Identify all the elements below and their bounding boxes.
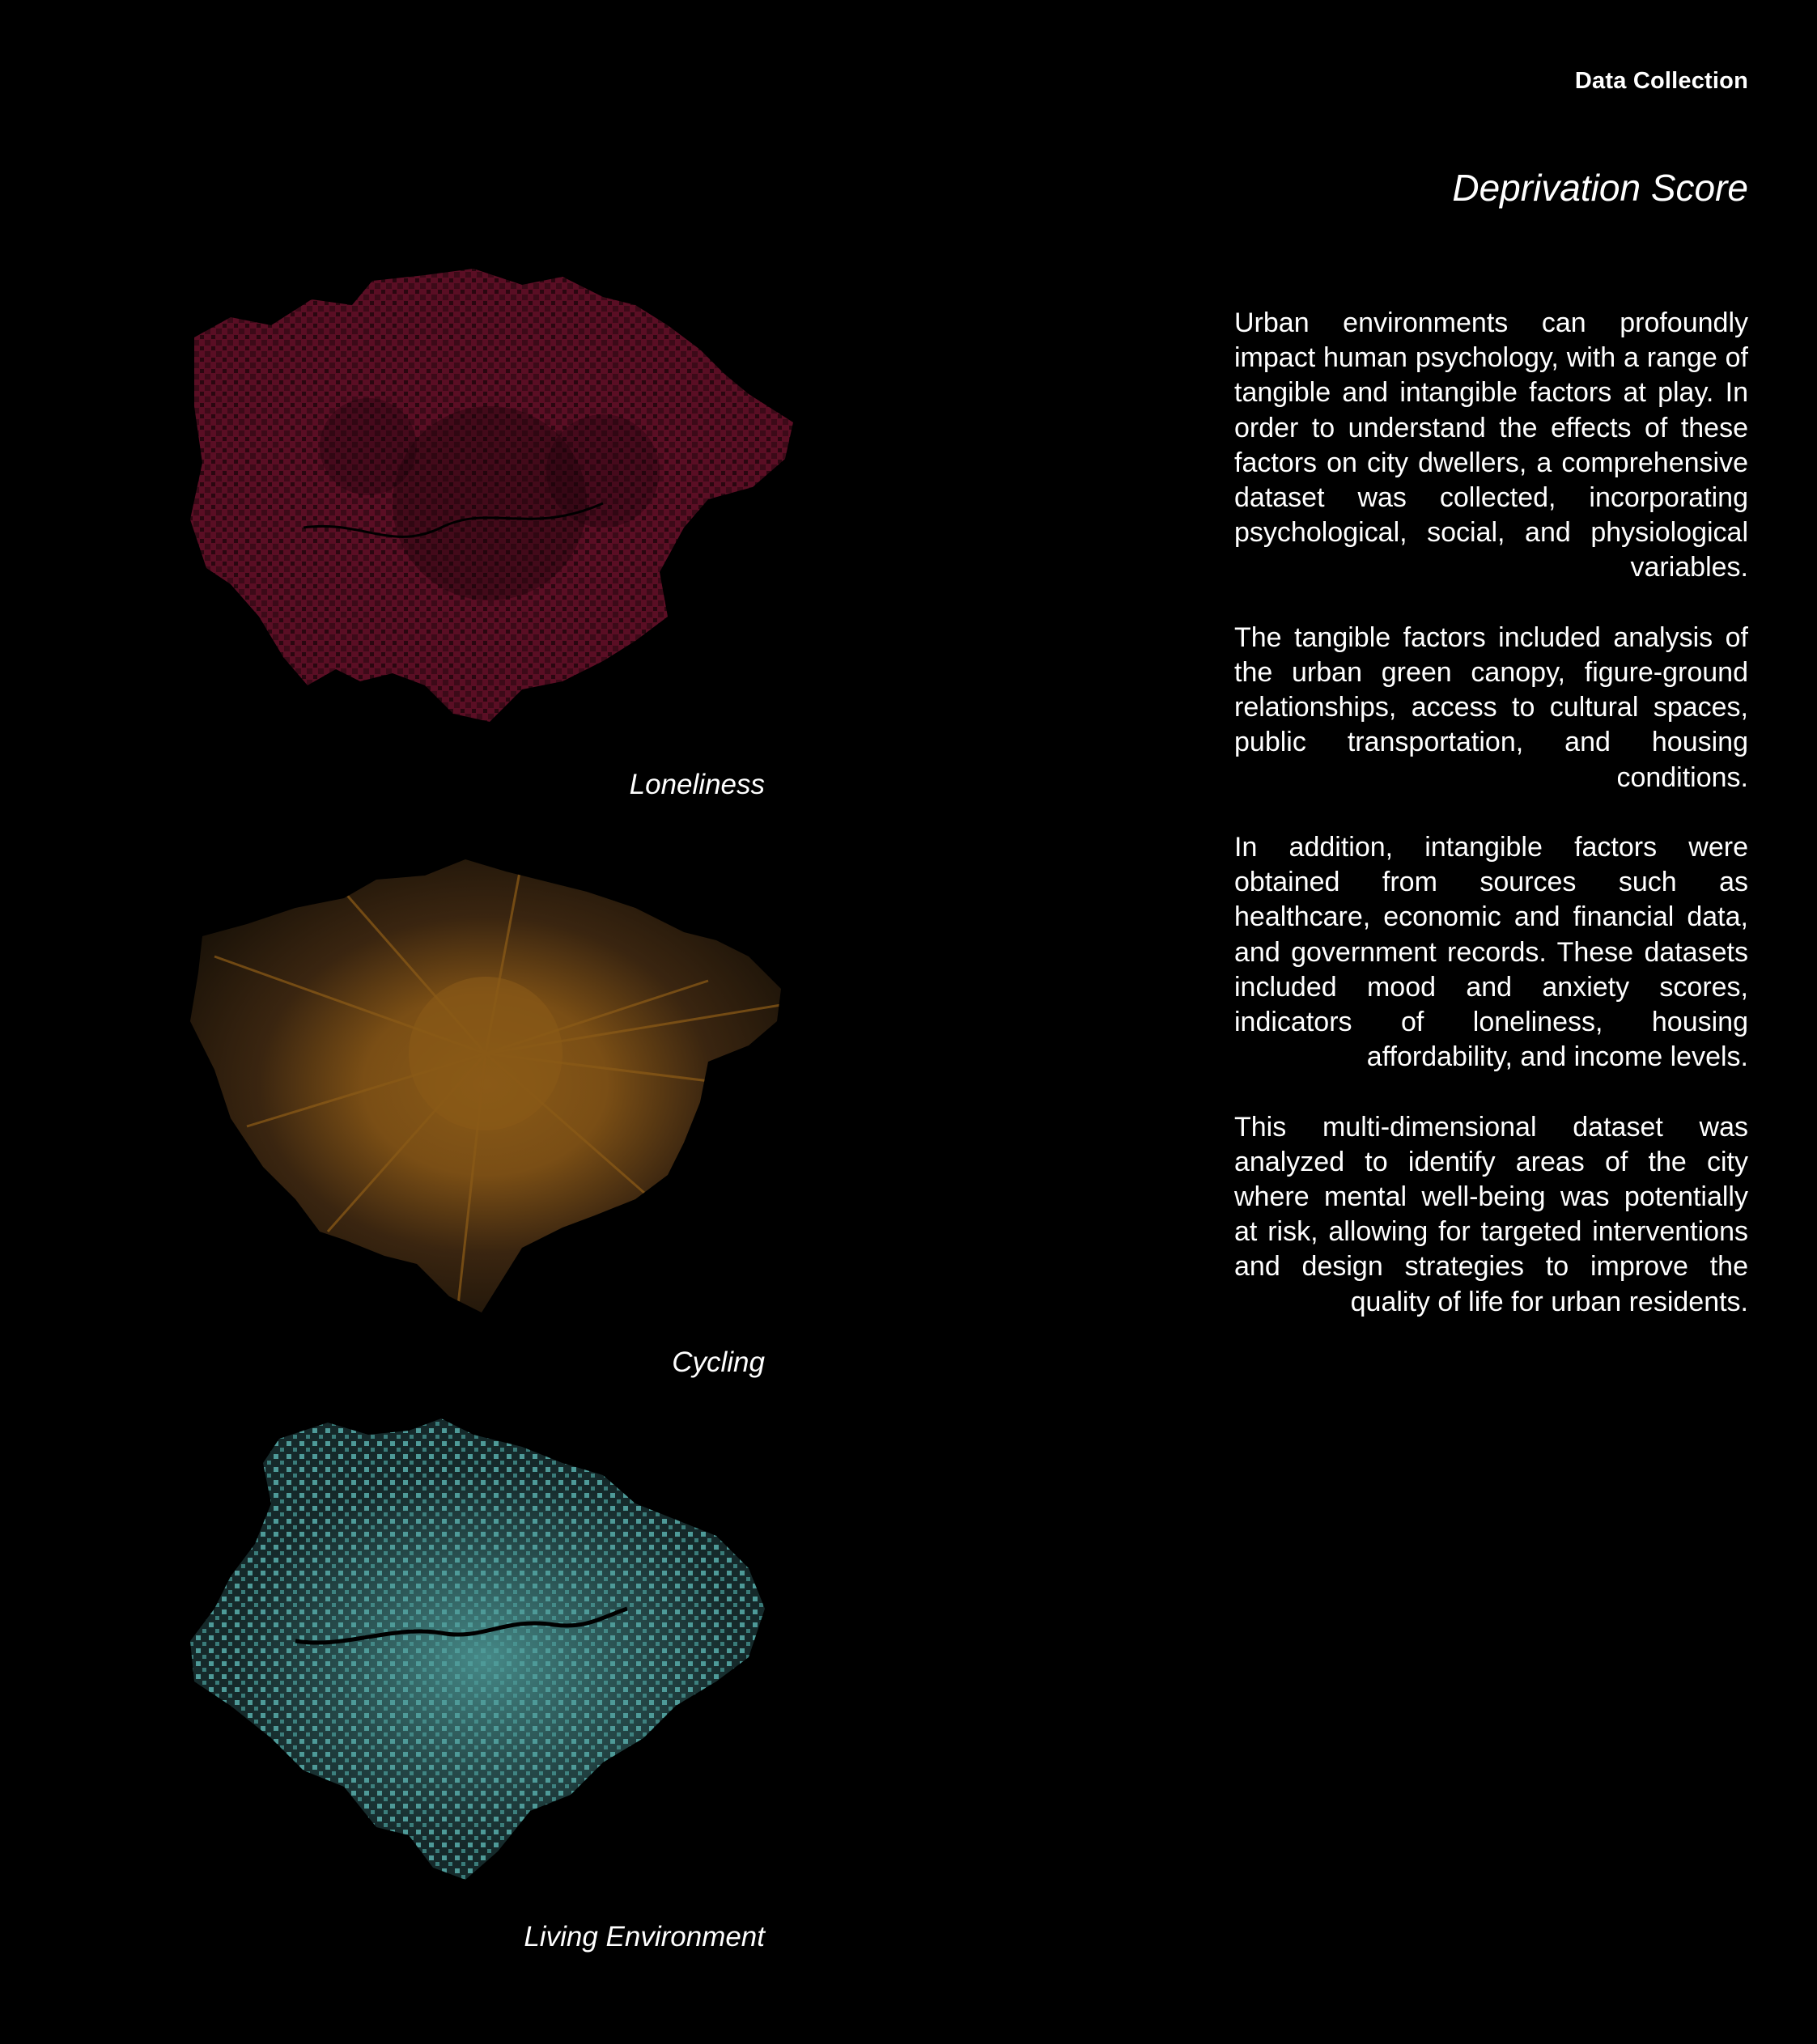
london-map-cycling <box>182 859 813 1329</box>
london-map-loneliness <box>182 261 813 730</box>
map-caption-cycling: Cycling <box>672 1346 765 1378</box>
body-text <box>1234 306 1748 1355</box>
map-caption-loneliness: Loneliness <box>629 769 765 800</box>
paragraph: In addition, intangible factors were obtained from sources such as healthcare, economic and financial data, and government records. These datasets included mood and anxiety scores, indicators of loneliness, housing affordability, and income levels. <box>1234 832 1748 1073</box>
page-title: Deprivation Score <box>1452 167 1748 209</box>
section-label: Data Collection <box>1574 68 1748 94</box>
london-map-living-environment <box>182 1414 813 1884</box>
paragraph: Urban environments can profoundly impact human psychology, with a range of tangible and intangible factors at play. In order to understand the effects of these factors on city dwellers, a comprehensive dataset was collected, incorporating psychological, social, and physiological variables. <box>1234 307 1748 583</box>
paragraph: This multi-dimensional dataset was analyzed to identify areas of the city where mental well-being was potentially at risk, allowing for targeted interventions and design strategies to improve the quality of life for urban residents. <box>1234 1111 1748 1317</box>
map-caption-living-environment: Living Environment <box>524 1921 765 1953</box>
paragraph: The tangible factors included analysis of the urban green canopy, figure-ground relationships, access to cultural spaces, public transportation, and housing conditions. <box>1234 621 1748 793</box>
